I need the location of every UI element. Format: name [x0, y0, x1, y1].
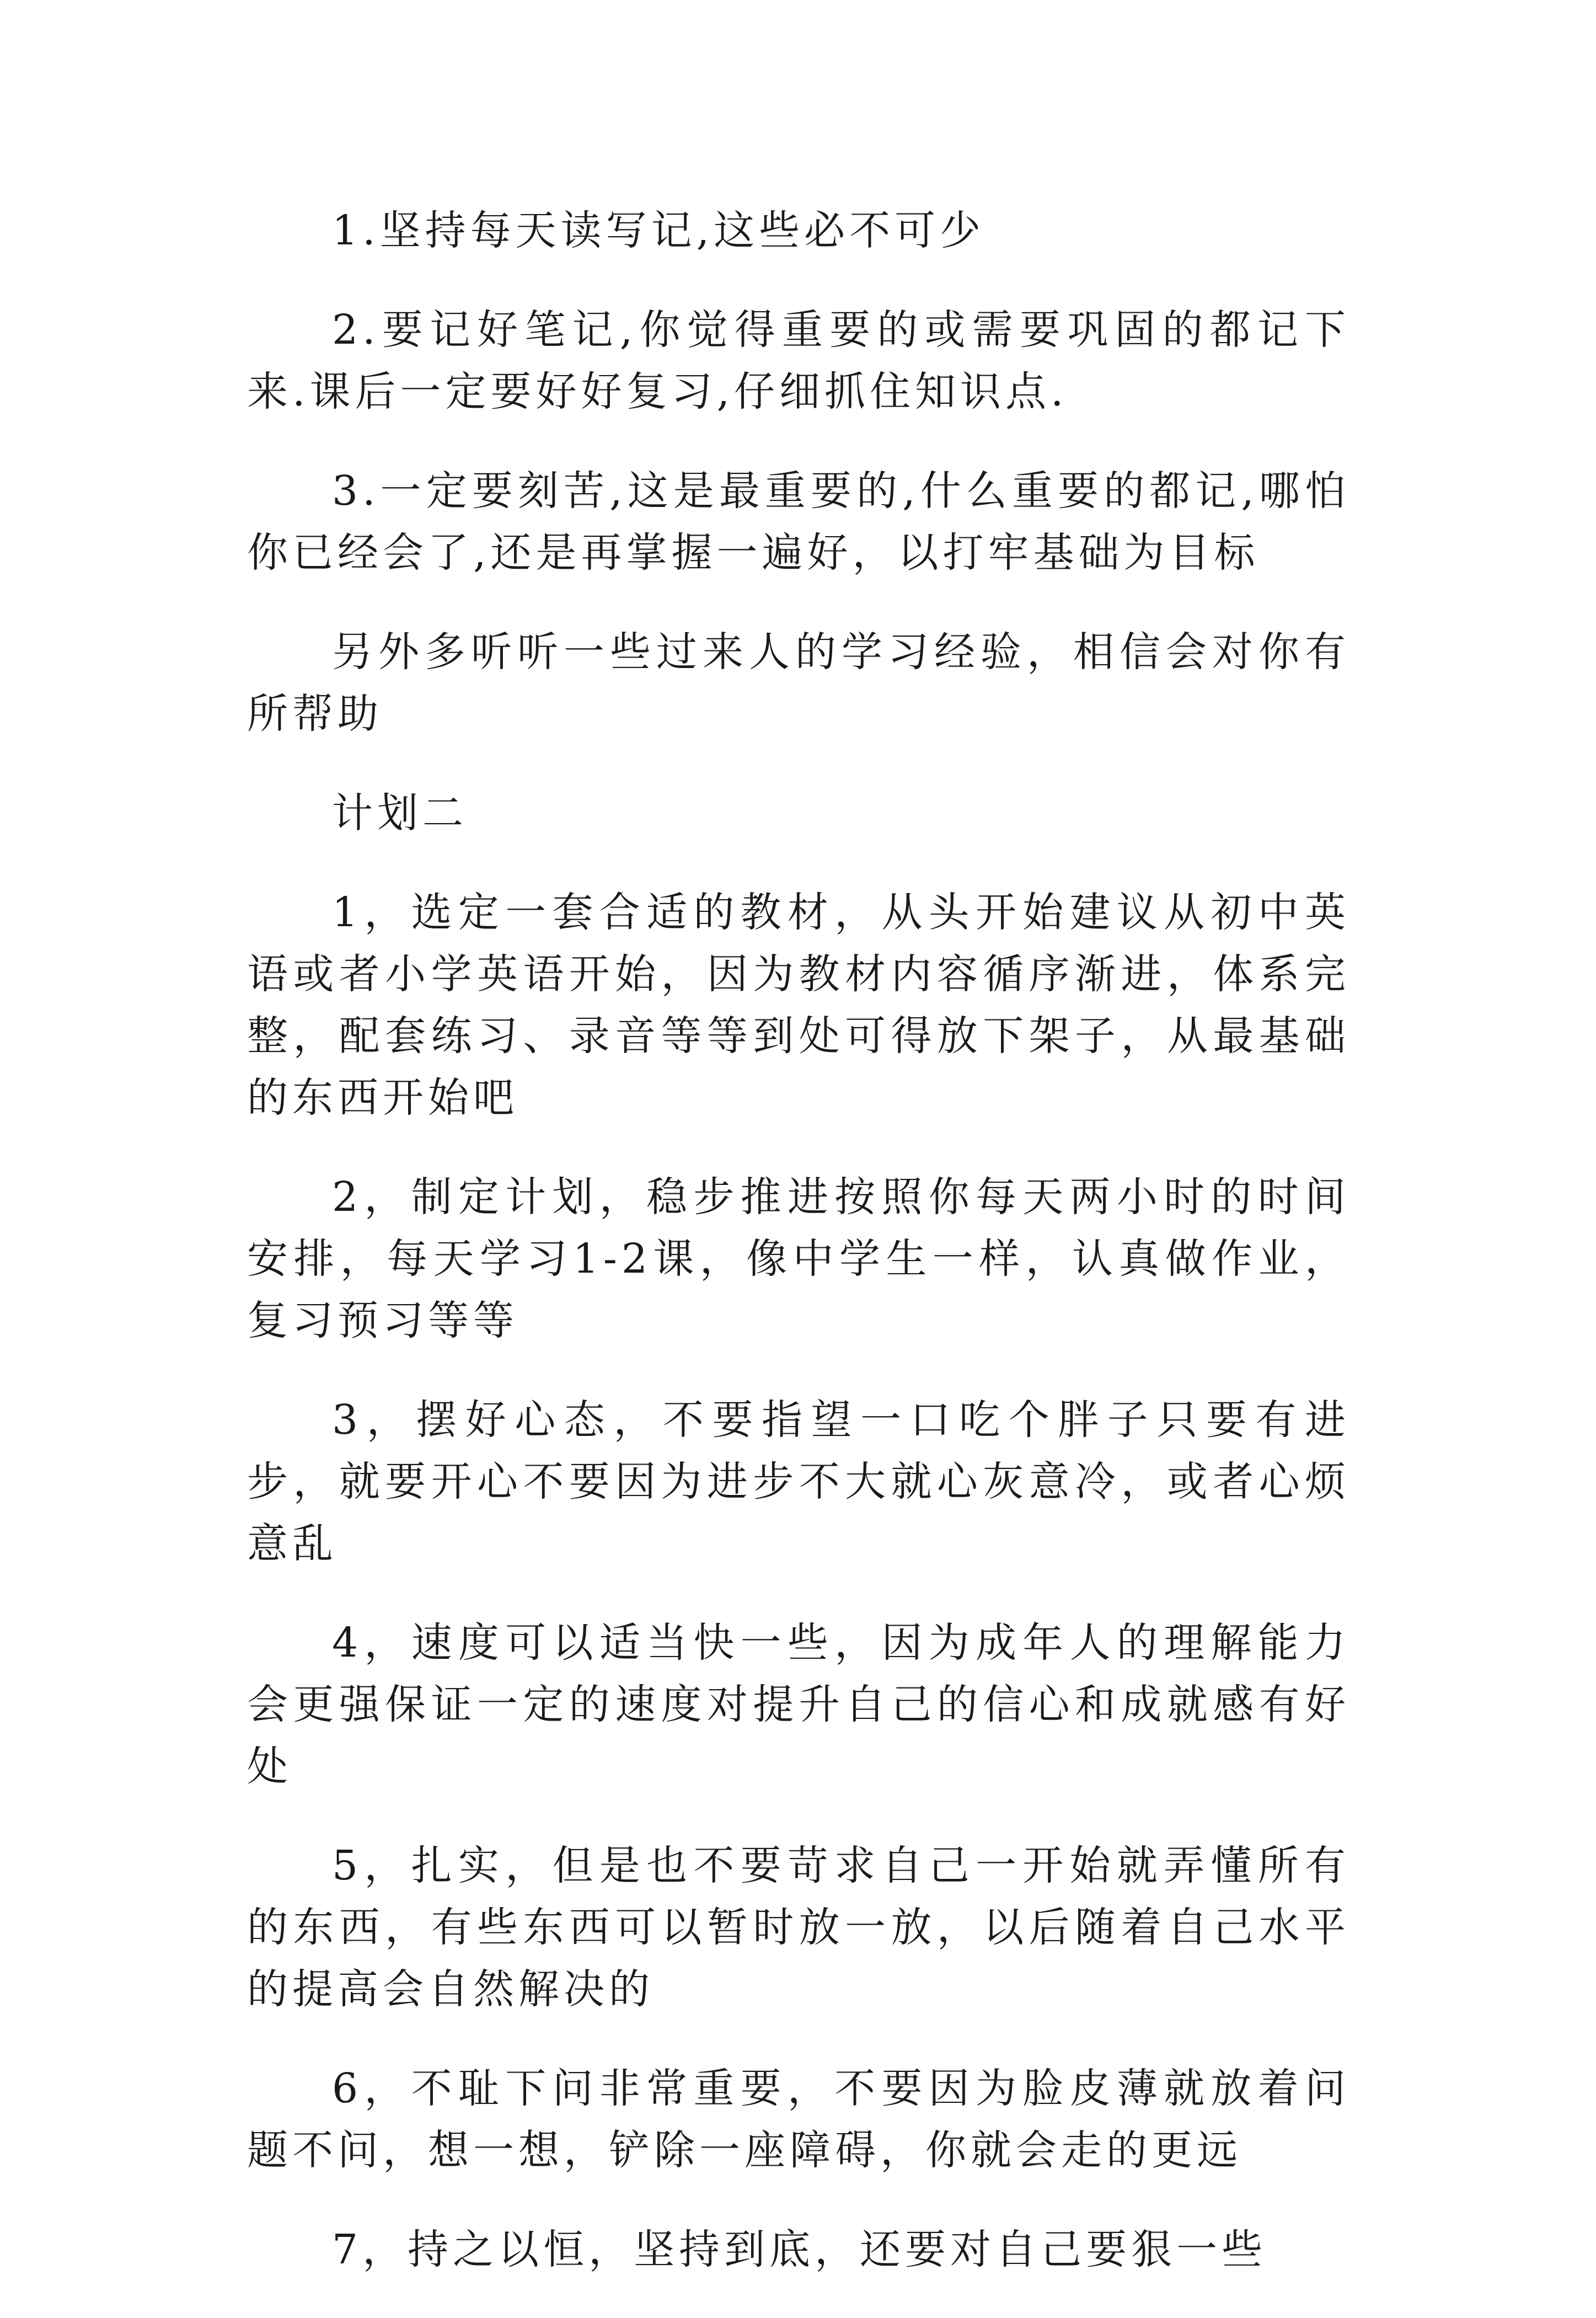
plan-two-item-2: 2，制定计划，稳步推进按照你每天两小时的时间安排，每天学习1-2课，像中学生一样，认真做作业，复习预习等等 [247, 1173, 1350, 1344]
plan-two-item-4: 4，速度可以适当快一些，因为成年人的理解能力会更强保证一定的速度对提升自己的信心和成就感有好处 [247, 1619, 1350, 1790]
paragraph-2: 2.要记好笔记,你觉得重要的或需要巩固的都记下来.课后一定要好好复习,仔细抓住知识点. [247, 306, 1350, 415]
plan-two-item-5: 5，扎实，但是也不要苛求自己一开始就弄懂所有的东西，有些东西可以暂时放一放，以后随着自己水平的提高会自然解决的 [247, 1842, 1350, 2013]
document-body [247, 200, 1350, 2318]
section-heading-plan-two: 计划二 [332, 789, 468, 837]
plan-two-item-7: 7，持之以恒，坚持到底，还要对自己要狠一些 [332, 2226, 1267, 2273]
plan-two-item-1: 1，选定一套合适的教材，从头开始建议从初中英语或者小学英语开始，因为教材内容循序渐进，体系完整，配套练习、录音等等到处可得放下架子，从最基础的东西开始吧 [247, 889, 1350, 1121]
plan-two-item-3: 3，摆好心态，不要指望一口吃个胖子只要有进步，就要开心不要因为进步不大就心灰意冷，或者心烦意乱 [247, 1396, 1350, 1567]
paragraph-3: 3.一定要刻苦,这是最重要的,什么重要的都记,哪怕你已经会了,还是再掌握一遍好，以打牢基础为目标 [247, 467, 1350, 576]
plan-two-item-6: 6，不耻下问非常重要，不要因为脸皮薄就放着问题不问，想一想，铲除一座障碍，你就会走的更远 [247, 2065, 1350, 2174]
paragraph-1: 1.坚持每天读写记,这些必不可少 [332, 207, 986, 254]
paragraph-4: 另外多听听一些过来人的学习经验，相信会对你有所帮助 [247, 628, 1350, 738]
